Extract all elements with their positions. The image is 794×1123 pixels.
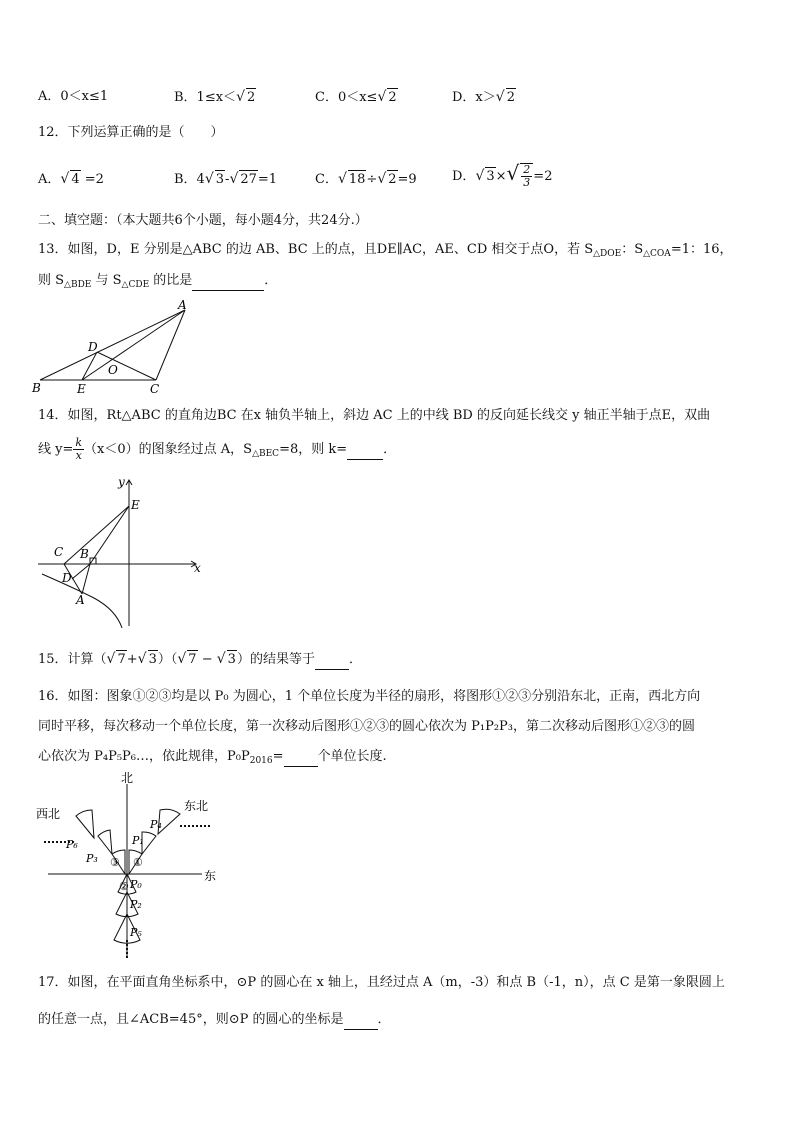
- q14-label-y: y: [118, 476, 125, 489]
- q13-subscript-3: △BDE: [64, 280, 92, 290]
- q13-text-2: ：S: [621, 242, 644, 257]
- q12-b-radicand-1: 3: [215, 172, 225, 187]
- q14-line-2: [38, 437, 396, 463]
- q13-text-5: 与 S: [91, 273, 122, 288]
- q14-fraction: [73, 437, 84, 462]
- q16-line-2: 同时平移，每次移动一个单位长度，第一次移动后图形①②③的圆心依次为 P₁P₂P₃，第二次移动后图形①②③的圆: [38, 719, 696, 734]
- sqrt-icon: √: [229, 171, 239, 187]
- q15-text-2: ）（: [157, 652, 178, 667]
- q16-label-p5: P₅: [130, 926, 142, 939]
- q14-text-3: =8，则 k=: [279, 442, 348, 457]
- sqrt-icon: √: [377, 89, 387, 105]
- q15-text-3: ）的结果等于: [236, 652, 315, 667]
- q16-line-3: [38, 748, 387, 770]
- q15-text-1: 15．计算（: [38, 652, 107, 667]
- sqrt-icon: √: [475, 168, 485, 184]
- q12-d-label: D．: [452, 169, 476, 184]
- sqrt-icon: √: [177, 651, 187, 667]
- q11-b-text: B．1≤x＜: [174, 90, 237, 105]
- sqrt-icon: √: [216, 651, 226, 667]
- answer-blank[interactable]: [192, 272, 264, 291]
- q15-minus: −: [197, 652, 217, 667]
- q15-radicand-2: 3: [148, 652, 157, 667]
- q12-option-b: [174, 170, 277, 189]
- q15-line: [38, 650, 362, 670]
- q16-label-north: 北: [121, 771, 134, 785]
- q12-option-a: [38, 170, 104, 189]
- q14-coordinate-figure: [34, 476, 214, 632]
- q13-text-4: 则 S: [38, 273, 65, 288]
- q13-label-c: C: [150, 382, 160, 396]
- q13-subscript-4: △CDE: [121, 280, 150, 290]
- section-heading: 二、填空题：（本大题共6个小题，每小题4分，共24分.）: [38, 213, 368, 228]
- answer-blank[interactable]: [344, 1011, 378, 1030]
- q16-label-p1: P₁: [132, 834, 144, 847]
- q14-line-1: 14．如图，Rt△ABC 的直角边BC 在x 轴负半轴上，斜边 AC 上的中线 BD 的反向延长线交 y 轴正半轴于点E，双曲: [38, 408, 711, 423]
- q12-c-radicand-2: 2: [388, 172, 397, 187]
- q11-option-c: [315, 88, 398, 107]
- q13-subscript-2: △COA: [643, 249, 671, 259]
- q16-label-circle-1: ①: [133, 856, 143, 869]
- q13-triangle-figure: [30, 296, 200, 396]
- sqrt-icon: √: [106, 651, 116, 667]
- q15-radicand-4: 3: [227, 652, 236, 667]
- q12-a-result: =2: [80, 172, 104, 187]
- q15-radicand-3: 7: [188, 652, 197, 667]
- q16-compass-figure: [30, 770, 230, 960]
- answer-blank[interactable]: [284, 748, 318, 767]
- q16-label-p6: P₆: [66, 838, 78, 851]
- q11-option-a-text: A．0＜x≤1: [38, 89, 109, 104]
- q12-b-label: B．4: [174, 172, 205, 187]
- q12-b-operator: -: [225, 172, 230, 187]
- q11-c-radicand: 2: [388, 90, 397, 105]
- q14-label-a: A: [76, 593, 85, 607]
- sqrt-icon: √: [204, 171, 214, 187]
- q12-d-operator: ×: [495, 169, 507, 184]
- q14-label-x: x: [194, 561, 201, 575]
- q12-d-radicand: 3: [486, 169, 495, 184]
- q12-d-fraction: [521, 164, 532, 189]
- q11-d-text: D．x＞: [452, 90, 496, 105]
- q13-text-1: 13．如图，D，E 分别是△ABC 的边 AB、BC 上的点，且DE∥AC，AE、CD 相交于点O，若 S: [38, 242, 594, 257]
- q16-text-3: 个单位长度.: [317, 749, 387, 764]
- q16-label-northwest: 西北: [36, 807, 61, 821]
- q12-d-fraction-radical: [520, 163, 533, 189]
- q11-d-radicand: 2: [506, 90, 515, 105]
- q15-radicand-1: 7: [117, 652, 126, 667]
- q16-label-p2: P₂: [130, 898, 142, 911]
- q14-label-c: C: [54, 545, 64, 559]
- sqrt-icon: √: [337, 171, 347, 187]
- q12-d-denominator: 3: [523, 176, 531, 189]
- q13-line-2: [38, 272, 277, 294]
- q17-line-1: 17．如图，在平面直角坐标系中，⊙P 的圆心在 x 轴上，且经过点 A（m，-3）和点 B（-1，n），点 C 是第一象限圆上: [38, 975, 725, 990]
- q11-option-b: [174, 88, 256, 107]
- q16-label-p0: P₀: [130, 878, 142, 891]
- q12-option-c: [315, 170, 417, 189]
- q13-label-o: O: [108, 363, 118, 377]
- q12-option-d: [452, 163, 552, 189]
- q12-b-radicand-2: 27: [240, 172, 257, 187]
- q16-label-northeast: 东北: [184, 799, 209, 813]
- q12-c-result: =9: [397, 172, 417, 187]
- q14-text-1: 线 y=: [38, 442, 74, 457]
- q16-text-2: =: [272, 749, 284, 764]
- q13-label-a: A: [178, 298, 187, 312]
- q12-d-result: =2: [533, 169, 553, 184]
- q17-text-1: 的任意一点，且∠ACB=45°，则⊙P 的圆心的坐标是: [38, 1012, 344, 1027]
- q13-label-e: E: [77, 382, 86, 396]
- q16-label-east: 东: [204, 869, 217, 883]
- q12-a-label: A．: [38, 172, 61, 187]
- sqrt-icon: √: [495, 89, 505, 105]
- sqrt-icon: √: [506, 161, 520, 185]
- q11-option-d: [452, 88, 516, 107]
- q16-label-p4: P₄: [150, 818, 162, 831]
- sqrt-icon: √: [236, 89, 245, 105]
- q15-text-4: ．: [348, 652, 362, 667]
- q12-c-label: C．: [315, 172, 338, 187]
- q12-stem: 12．下列运算正确的是（ ）: [38, 125, 224, 140]
- q12-d-numerator: 2: [523, 163, 531, 176]
- q13-text-3: =1：16，: [670, 242, 733, 257]
- q11-option-a: [38, 88, 108, 106]
- q14-numerator: k: [75, 436, 83, 449]
- q13-label-b: B: [32, 381, 41, 395]
- q13-text-6: 的比是: [149, 273, 193, 288]
- q14-label-d: D: [62, 571, 72, 585]
- sqrt-icon: √: [377, 171, 387, 187]
- q12-b-result: =1: [257, 172, 278, 187]
- q14-denominator: x: [75, 449, 82, 462]
- q16-subscript: 2016: [249, 756, 273, 766]
- q14-label-b: B: [80, 547, 89, 561]
- q16-label-p3: P₃: [86, 852, 98, 865]
- q12-c-radicand-1: 18: [348, 172, 366, 187]
- q16-line-1: 16．如图：图象①②③均是以 P₀ 为圆心，1 个单位长度为半径的扇形，将图形①②③分别沿东北，正南，西北方向: [38, 689, 701, 704]
- q14-label-e: E: [131, 498, 140, 512]
- q16-label-circle-3: ③: [110, 856, 120, 869]
- q11-c-text: C．0＜x≤: [315, 90, 378, 105]
- q16-label-circle-2: ②: [119, 880, 129, 893]
- q12-c-operator: ÷: [366, 172, 378, 187]
- q11-b-radicand: 2: [246, 90, 256, 105]
- q15-plus: +: [126, 652, 138, 667]
- q13-line-1: [38, 241, 733, 263]
- q17-line-2: [38, 1011, 391, 1030]
- q13-label-d: D: [88, 340, 98, 354]
- q14-text-4: ．: [383, 442, 397, 457]
- q14-subscript: △BEC: [252, 449, 280, 459]
- sqrt-icon: √: [137, 651, 147, 667]
- answer-blank[interactable]: [315, 651, 349, 670]
- q12-a-radicand: 4: [71, 172, 80, 187]
- sqrt-icon: √: [60, 171, 70, 187]
- answer-blank[interactable]: [347, 441, 383, 460]
- q13-text-7: ．: [264, 273, 278, 288]
- q14-text-2: （x＜0）的图象经过点 A，S: [84, 442, 253, 457]
- q17-text-2: ．: [377, 1012, 391, 1027]
- q13-subscript-1: △DOE: [593, 249, 622, 259]
- q16-text-1: 心依次为 P₄P₅P₆…，依此规律，P₀P: [38, 749, 250, 764]
